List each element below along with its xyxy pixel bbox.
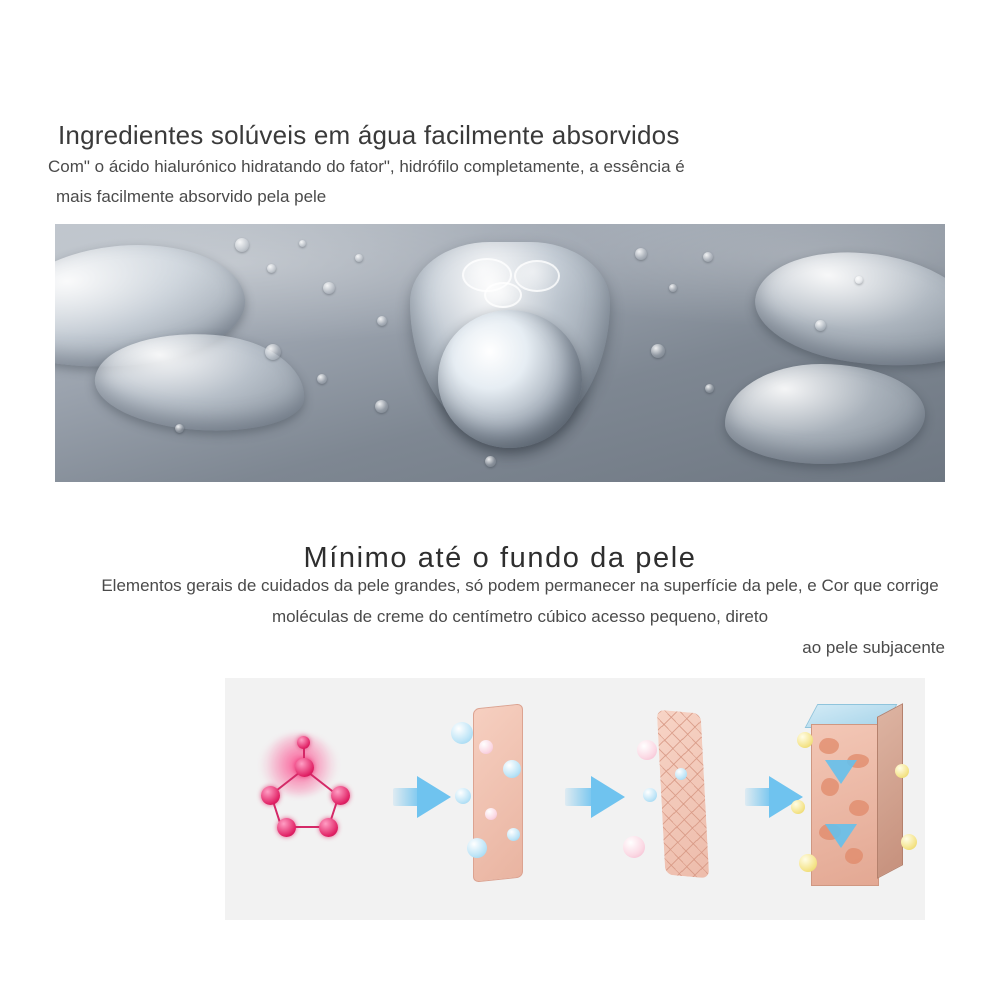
droplet-11 xyxy=(669,284,677,292)
diagram-stage-membrane xyxy=(565,678,745,920)
molecule-atom-right xyxy=(331,786,350,805)
droplet-17 xyxy=(815,320,826,331)
cube-down-arrow-2 xyxy=(825,824,857,848)
mesh-membrane xyxy=(657,710,710,879)
molecule-atom-left xyxy=(261,786,280,805)
molecule-illustration xyxy=(255,740,385,850)
droplet-18 xyxy=(855,276,863,284)
bubble-pink-1 xyxy=(479,740,493,754)
skin-cube xyxy=(811,704,919,894)
diagram-stage-skin-cube xyxy=(745,678,925,920)
droplet-4 xyxy=(323,282,335,294)
molecule-atom-bottom-left xyxy=(277,818,296,837)
section-one-paragraph xyxy=(48,152,958,212)
bubble-blue-1 xyxy=(451,722,473,744)
droplet-12 xyxy=(703,252,713,262)
bubble-yellow-2 xyxy=(791,800,805,814)
molecule-atom-top xyxy=(295,758,314,777)
droplet-10 xyxy=(635,248,647,260)
droplet-7 xyxy=(265,344,281,360)
section-two-paragraph xyxy=(95,570,945,663)
bubble-pink-3 xyxy=(637,740,657,760)
section-one-heading: Ingredientes solúveis em água facilmente absorvidos xyxy=(58,120,680,151)
bubble-blue-6 xyxy=(643,788,657,802)
droplet-2 xyxy=(267,264,276,273)
molecule-atom-cap xyxy=(297,736,310,749)
cube-down-arrow-1 xyxy=(825,760,857,784)
glass-blob-right-lower xyxy=(725,364,925,464)
section-two-paragraph-line-2: Cor que corrige moléculas de creme do centímetro cúbico acesso pequeno, direto xyxy=(271,576,939,626)
bubble-blue-2 xyxy=(503,760,521,778)
droplet-13 xyxy=(651,344,665,358)
bubble-pink-4 xyxy=(623,836,645,858)
bubble-yellow-3 xyxy=(799,854,817,872)
droplet-5 xyxy=(355,254,363,262)
bubble-blue-3 xyxy=(455,788,471,804)
droplet-14 xyxy=(705,384,714,393)
molecule-atom-bottom-right xyxy=(319,818,338,837)
section-two-heading: Mínimo até o fundo da pele xyxy=(303,542,697,575)
bubble-blue-7 xyxy=(675,768,687,780)
diagram-stage-molecule xyxy=(225,678,445,920)
section-two-paragraph-line-1: Elementos gerais de cuidados da pele grandes, só podem permanecer na superfície da pele, e xyxy=(101,576,817,595)
droplet-8 xyxy=(317,374,327,384)
bubble-blue-4 xyxy=(467,838,487,858)
bubble-yellow-5 xyxy=(901,834,917,850)
bubble-blue-5 xyxy=(507,828,520,841)
bubble-yellow-4 xyxy=(895,764,909,778)
center-water-drop xyxy=(410,242,610,452)
drop-ring-c xyxy=(484,282,522,308)
droplet-3 xyxy=(299,240,306,247)
bubble-pink-2 xyxy=(485,808,497,820)
section-one-paragraph-line-1: Com" o ácido hialurónico hidratando do fator", hidrófilo completamente, a essência é xyxy=(48,157,685,176)
drop-ring-b xyxy=(514,260,560,292)
section-one-paragraph-line-2: mais facilmente absorvido pela pele xyxy=(56,187,327,206)
droplet-1 xyxy=(235,238,249,252)
section-two-paragraph-line-3: ao pele subjacente xyxy=(802,638,945,657)
droplet-9 xyxy=(375,400,388,413)
skin-penetration-diagram xyxy=(225,678,925,920)
drop-bulb-shape xyxy=(438,310,582,448)
droplet-6 xyxy=(377,316,387,326)
droplet-15 xyxy=(485,456,496,467)
cube-side-face xyxy=(877,703,903,879)
flow-arrow-2 xyxy=(591,776,625,818)
droplet-16 xyxy=(175,424,184,433)
bubble-yellow-1 xyxy=(797,732,813,748)
diagram-stage-skin-layer xyxy=(445,678,565,920)
water-droplets-image xyxy=(55,224,945,482)
